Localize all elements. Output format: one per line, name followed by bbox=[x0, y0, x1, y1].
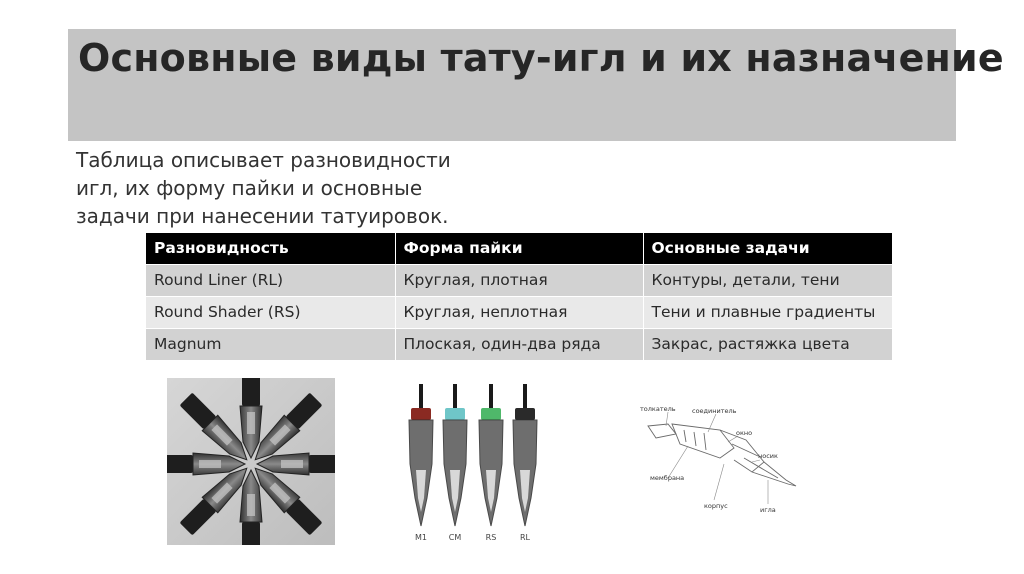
diagram-label-needle: игла bbox=[760, 506, 776, 514]
diagram-label-connector: соединитель bbox=[692, 407, 737, 415]
table-cell: Round Liner (RL) bbox=[146, 264, 395, 296]
table-cell: Контуры, детали, тени bbox=[643, 264, 892, 296]
table-cell: Magnum bbox=[146, 328, 395, 360]
table-header-row bbox=[146, 233, 892, 264]
cartridge-label: RS bbox=[485, 533, 497, 542]
slide-title: Основные виды тату-игл и их назначение bbox=[78, 36, 1004, 80]
diagram-label-pusher: толкатель bbox=[640, 405, 676, 413]
diagram-label-window: окно bbox=[736, 429, 753, 437]
cartridge-structure-diagram bbox=[628, 400, 808, 516]
table-cell: Round Shader (RS) bbox=[146, 296, 395, 328]
cartridge-label: RL bbox=[519, 533, 531, 542]
cartridge-label: M1 bbox=[415, 533, 427, 542]
cartridges-types-photo bbox=[393, 380, 553, 545]
diagram-label-membrane: мембрана bbox=[650, 474, 685, 482]
table-cell: Закрас, растяжка цвета bbox=[643, 328, 892, 360]
cartridge-label: CM bbox=[448, 533, 462, 542]
table-row bbox=[146, 296, 892, 328]
cartridges-circle-photo bbox=[167, 378, 335, 545]
intro-text bbox=[76, 146, 496, 230]
table-cell: Круглая, плотная bbox=[395, 264, 643, 296]
needle-types-table bbox=[146, 233, 892, 360]
table-row bbox=[146, 264, 892, 296]
diagram-label-body: корпус bbox=[704, 502, 728, 510]
intro-line: Таблица описывает разновидности bbox=[76, 148, 451, 172]
table-row bbox=[146, 328, 892, 360]
diagram-label-nose: носик bbox=[758, 452, 778, 460]
table-cell: Круглая, неплотная bbox=[395, 296, 643, 328]
intro-line: игл, их форму пайки и основные bbox=[76, 176, 423, 200]
header-cell: Основные задачи bbox=[643, 233, 892, 264]
header-cell: Разновидность bbox=[146, 233, 395, 264]
header-cell: Форма пайки bbox=[395, 233, 643, 264]
intro-line: задачи при нанесении татуировок. bbox=[76, 204, 449, 228]
table-cell: Плоская, один-два ряда bbox=[395, 328, 643, 360]
table-cell: Тени и плавные градиенты bbox=[643, 296, 892, 328]
